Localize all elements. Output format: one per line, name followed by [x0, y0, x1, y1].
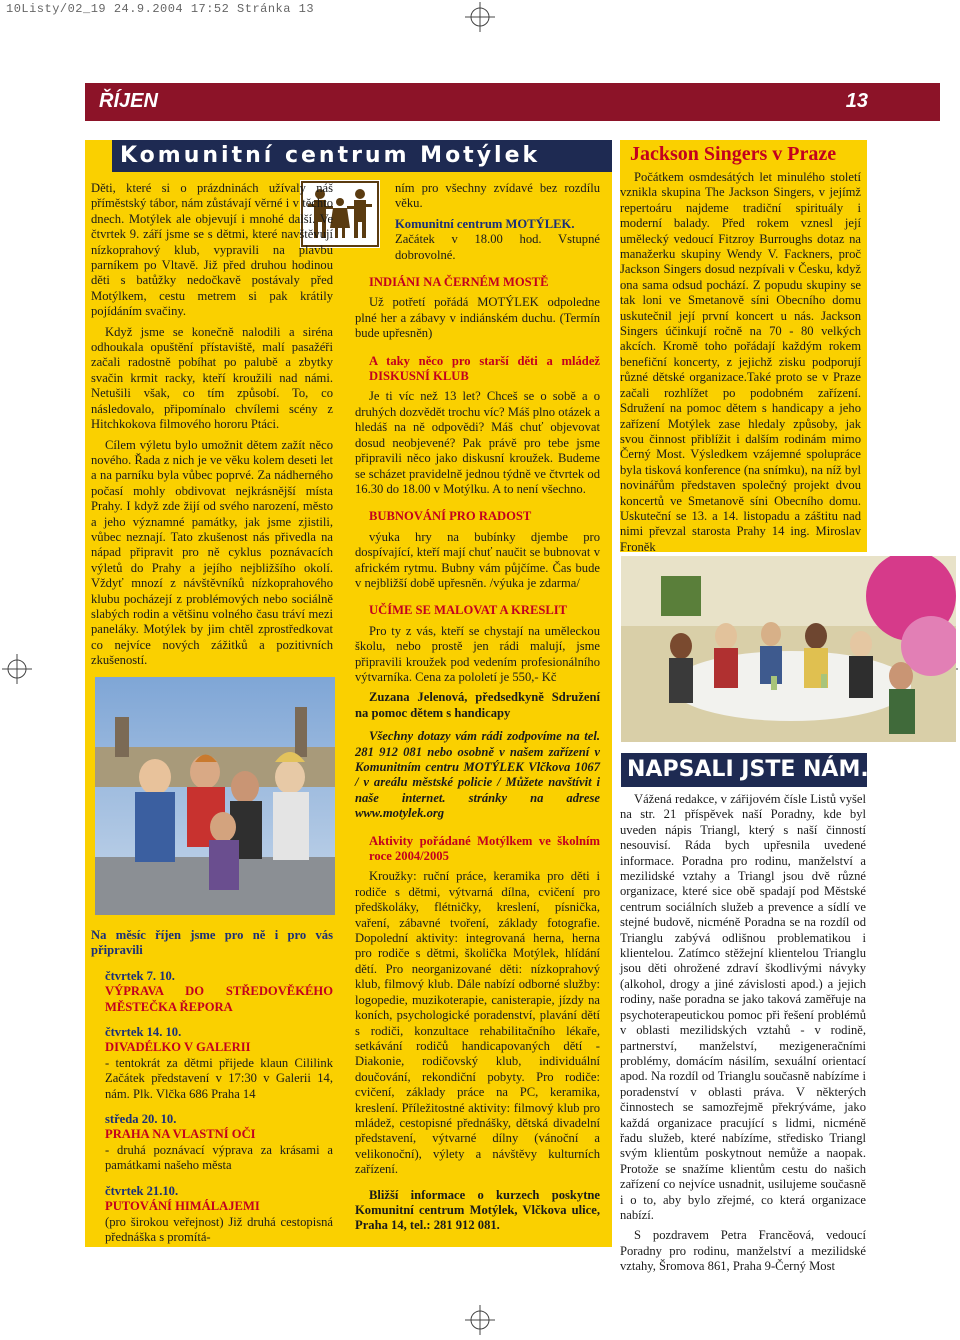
schedule-date: čtvrtek 14. 10.: [105, 1025, 182, 1040]
children-photo: [95, 677, 335, 915]
paragraph: výuka hry na bubínky djembe pro dospívající, kteří mají chuť naučit se bubnovat v africkém rytmu. Bubny vám půjčíme. Čas bude v nejbližší době upřesněn. /výuka je zdarma/: [355, 529, 600, 590]
schedule-desc: - tentokrát za dětmi přijede klaun Cililink Začátek představení v 17:30 v Galerii 14, nám. Plk. Vlčka 686 Praha 14: [105, 1055, 333, 1101]
paragraph: Vážená redakce, v zářijovém čísle Listů vyšel na str. 21 příspěvek naší Poradny, kde byl uveden nápis Triangl, který s naší činností nesouvisí. Ráda bych upřesnila uvedené informace. Poradna pro rodinu, manželství a mezilidské vztahy a Triangl jsou dvě různé organizace, které sice obě spadají pod Městské centrum sociálních služeb a prevence a sídlí ve stejné budově, nicméně Poradna se na rozdíl od Trianglu zabývá odlišnou problematikou i klientelou. Zatímco stěžejní klientelou Trianglu jsou děti ohrožené zdraví škodlivými návyky (alkohol, drogy a jiné závislosti apod.) a jejich rodiny, naše poradna se jako taková zaměřuje na psychoterapeutickou pomoc při řešení problémů v oblasti mezilidských vztahů - v rodině, partnerství, manželství, mezigeneračními problémy, domácím násilím, sexuální orientací apod. Na rozdíl od Trianglu současně nabízíme i poradenství v oblasti práva. V některých činnostech se samozřejmě překrýváme, jako každá organizace pracující s lidmi, nicméně řadu služeb, které nabízíme, středisko Triangl svým klientům poskytnout nemůže a naopak. Protože se snažíme klientům cestu do našich zařízení co nejvíce usnadnit, usilujeme současně i o to, aby bylo zřejmé, co která organizace nabízí.: [620, 792, 866, 1222]
october-schedule: [91, 928, 333, 1245]
registration-mark-top: [465, 2, 495, 32]
paragraph: Kroužky: ruční práce, keramika pro děti i rodiče s dětmi, výtvarná dílna, cvičení pro předškoláky, flétničky, kreslení, písnička, vaření, zábavné tvoření, základy fotografie. Dopolední aktivity: integrovaná herna, herna pro rodiče s dětmi, školička Motýlek, hlídání dětí. Pro neorganizované děti: nízkoprahový klub, filmový klub. Dále nabízí odborné služby: logopedie, muzikoterapie, canisterapie, jízdy na koních, psychologické poradenství, plavání dětí s rodiči, konzultace rehabilitačního lékaře, setkávání rodičů handicapovaných dětí - Diakonie, rodičovský klub, individuální doučování, rekondiční pobyty. Pro rodiče: cvičení, základy práce na PC, keramika, kreslení. Příležitostné aktivity: filmový klub pro mládež, cestopisné přednášky, dětská divadelní představení, výtvarné dílny (vánoční a velikonoční), výlety a návštěvy kulturních zařízení.: [355, 869, 600, 1177]
paragraph: Pro ty z vás, kteří se chystají na uměleckou školu, nebo prostě jen rádi malují, jsme připravili kroužek pod vedením profesionálního výtvarníka. Cena za pololetí je 550,- Kč: [355, 623, 600, 684]
motylek-column-2: [355, 181, 600, 1239]
header-month: ŘÍJEN: [99, 90, 158, 112]
place: Komunitní centrum MOTÝLEK.: [395, 216, 575, 231]
schedule-title: PRAHA NA VLASTNÍ OČI: [105, 1127, 256, 1142]
page-number: 13: [845, 90, 868, 112]
paragraph: Cílem výletu bylo umožnit dětem zažít něco nového. Řada z nich je ve věku kolem deseti let a na parníku byla vůbec poprvé. Za nádherného počasí mohly obdivovat nejkrásnější místa Prahy. I když zde žijí od svého narození, město a jeho významné památky, jak jsme zjistili, vůbec neznají. Tato zkušenost nás přivedla na nápad připravit pro ně cyklus poznávacích výletů do Prahy a jejího nejbližšího okolí. Vždyť mnozí z návštěvníků nízkoprahového klubu pocházejí z problémových nebo sociálně slabých rodin a většinu volného času tráví mezi paneláky. Motýlek by jim chtěl zprostředkovat co nejvíce nových zážitků a pozitivních zkušeností.: [91, 437, 333, 668]
print-slug: 10Listy/02_19 24.9.2004 17:52 Stránka 13: [6, 2, 315, 16]
section-heading: BUBNOVÁNÍ PRO RADOST: [369, 509, 532, 524]
motylek-column-1: [91, 181, 333, 674]
signature: S pozdravem Petra Francěová, vedoucí Poradny pro rodinu, manželství a mezilidské vztahy, Šromova 861, Praha 9-Černý Most: [620, 1228, 866, 1274]
paragraph: Už potřetí pořádá MOTÝLEK odpoledne plné her a zábavy v indiánském duchu. (Termín bude upřesněn): [355, 295, 600, 341]
paragraph: Když jsme se konečně nalodili a siréna odhoukala opuštění přístaviště, malí pasažéři začali radostně pobíhat po palubě a zbytky svačin krmit racky, kteří kroužili nad námi. Netušili však, co tím způsobí. To, co následovalo, připomínalo chvílemi scény z Hitchkokova filmového hororu Ptáci.: [91, 324, 333, 432]
schedule-title: DIVADÉLKO V GALERII: [105, 1040, 251, 1055]
paragraph: ním pro všechny zvídavé bez rozdílu věku.: [395, 181, 600, 211]
schedule-desc: (pro širokou veřejnost) Již druhá cestopisná přednáška s promítá-: [105, 1214, 333, 1244]
motylek-title-band: [112, 140, 612, 172]
paragraph: Děti, které si o prázdninách užívaly náš příměstský tábor, nám zůstávají věrné i v těchto dnech. Motýlek ale objevují i mnohé další. Ve čtvrtek 9. září jsme se s dětmi, které navštěvují nízkoprahový klub, vypravili na plavbu parníkem po Vltavě. Již před druhou hodinou děti s batůžky nedočkavě postávaly před Motýlkem, cestu metrem si pak krátily pojídáním svačiny.: [91, 181, 333, 319]
napsali-article: [620, 792, 866, 1280]
jackson-article: [620, 170, 861, 576]
motylek-title: Komunitní centrum Motýlek: [120, 143, 541, 168]
schedule-title: PUTOVÁNÍ HIMÁLAJEMI: [105, 1199, 260, 1214]
signature: Zuzana Jelenová, předsedkyně Sdružení na pomoc dětem s handicapy: [355, 690, 600, 720]
registration-mark-left: [2, 654, 32, 684]
schedule-date: čtvrtek 7. 10.: [105, 968, 175, 983]
schedule-desc: - druhá poznávací výprava za krásami a památkami našeho města: [105, 1142, 333, 1173]
contact: Všechny dotazy vám rádi zodpovíme na tel. 281 912 081 nebo osobně v našem zařízení v Komunitním centru MOTÝLEK Vlčkova 1067 / v areálu městské policie / Můžete navštívit i naše internet. stránky na adrese www.motylek.org: [355, 729, 600, 821]
section-heading: Aktivity pořádané Motýlkem ve školním roce 2004/2005: [369, 833, 600, 864]
section-heading: INDIÁNI NA ČERNÉM MOSTĚ: [369, 275, 549, 290]
section-heading: UČÍME SE MALOVAT A KRESLIT: [369, 603, 568, 618]
napsali-title: NAPSALI JSTE NÁM...: [627, 757, 886, 782]
napsali-title-band: [621, 753, 886, 787]
schedule-intro: Na měsíc říjen jsme pro ně i pro vás připravili: [91, 928, 333, 958]
paragraph: Počátkem osmdesátých let minulého století vznikla skupina The Jackson Singers, v jejímž repertoáru najdeme tradiční spirituály i moderní balady. Před rokem vznesl její umělecký vedoucí Fitzroy Burroughs dotaz na manažerku skupiny Wendy V. Fackners, proč Jackson Singers dosud nezpívali v Česku, když ona sama odsud pochází. Z popudu skupiny se tak loni ve Smetanově síni Obecního domu uskutečnil její první koncert u nás. Jackson Singers účinkují ročně na 70 - 80 velkých akcích. Kromě toho pořádají každým rokem benefiční koncerty, z jejichž zisku podporují různé dětské organizace.Také proto se v Praze začali rozhlížet po podobném zařízení. Sdružení na pomoc dětem s handicapy a jeho zařízení Motýlek zase hledaly způsoby, jak svou činnost přiblížit i dalším rodinám mimo Černý Most. Výsledkem vzájemné spolupráce byla tisková konference (na snímku), na níž byl novinářům představen společný projekt dvou koncertů ve Smetanově síni Obecního domu. Uskuteční se 13. a 14. listopadu a záštitu nad nimi převzal starosta Prahy 14 ing. Miroslav Froněk: [620, 170, 861, 554]
paragraph: Je ti víc než 13 let? Chceš se o sobě a o druhých dozvědět trochu víc? Máš plno otázek a hledáš na ně odpovědi? Máš chuť objevovat dosud neobjevené? Pak právě pro tebe jsme připravili něco jako diskusní kroužek. Budeme se scházet pravidelně jednou týdně ve čtvrtek od 16.30 do 18.00 v Motýlku. A to není všechno.: [355, 389, 600, 496]
section-heading: A taky něco pro starší děti a mládež DISKUSNÍ KLUB: [369, 353, 600, 384]
press-conference-photo: [621, 556, 956, 742]
schedule-date: středa 20. 10.: [105, 1112, 177, 1127]
info: Bližší informace o kurzech poskytne Komunitní centrum Motýlek, Vlčkova ulice, Praha 14, tel.: 281 912 081.: [355, 1187, 600, 1233]
schedule-title: VÝPRAVA DO STŘEDOVĚKÉHO MĚSTEČKA ŘEPORA: [105, 984, 333, 1014]
registration-mark-bottom: [465, 1305, 495, 1335]
schedule-date: čtvrtek 21.10.: [105, 1183, 179, 1198]
page-header-bar: [85, 83, 940, 121]
time: Začátek v 18.00 hod. Vstupné dobrovolné.: [395, 232, 600, 262]
jackson-title: Jackson Singers v Praze: [630, 143, 837, 165]
